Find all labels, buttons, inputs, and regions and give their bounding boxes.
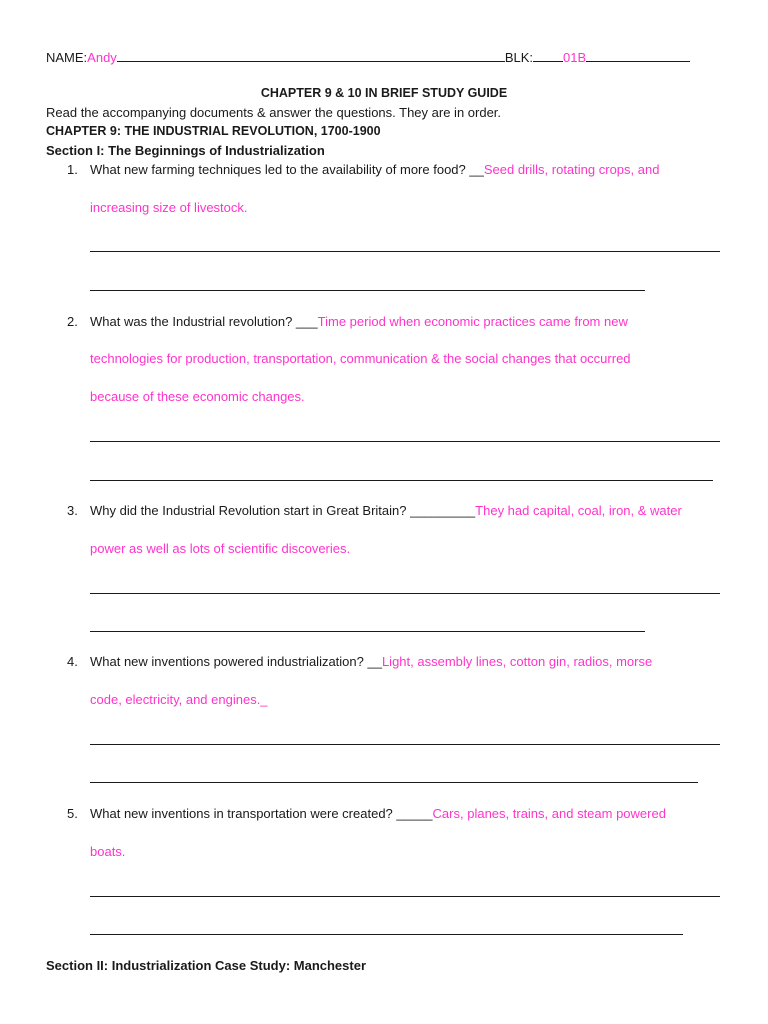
answer-text[interactable]: They had capital, coal, iron, & water bbox=[475, 503, 682, 518]
section-heading-2: Section II: Industrialization Case Study: Manchester bbox=[46, 958, 367, 973]
name-blk-row bbox=[46, 48, 690, 65]
answer-rule[interactable] bbox=[90, 896, 720, 897]
question-number: 3. bbox=[67, 503, 78, 518]
question-text: What new farming techniques led to the availability of more food? __ bbox=[90, 162, 484, 177]
question-number: 5. bbox=[67, 806, 78, 821]
section-heading-1: Section I: The Beginnings of Industrialization bbox=[46, 143, 325, 158]
answer-rule[interactable] bbox=[90, 441, 720, 442]
answer-rule[interactable] bbox=[90, 290, 645, 291]
blk-blank-left bbox=[533, 48, 563, 62]
blk-value[interactable]: 01B bbox=[563, 50, 587, 65]
question-text: Why did the Industrial Revolution start in Great Britain? _________ bbox=[90, 503, 476, 518]
answer-continuation[interactable]: power as well as lots of scientific discoveries. bbox=[90, 541, 351, 556]
question-number: 1. bbox=[67, 162, 78, 177]
page-title: CHAPTER 9 & 10 IN BRIEF STUDY GUIDE bbox=[260, 86, 508, 100]
answer-rule[interactable] bbox=[90, 251, 720, 252]
answer-text[interactable]: Seed drills, rotating crops, and bbox=[483, 162, 660, 177]
chapter-heading: CHAPTER 9: THE INDUSTRIAL REVOLUTION, 1700-1900 bbox=[46, 124, 381, 138]
name-label: NAME: bbox=[46, 50, 88, 65]
answer-text[interactable]: Light, assembly lines, cotton gin, radios, morse bbox=[381, 654, 653, 669]
question-number: 2. bbox=[67, 314, 78, 329]
answer-rule[interactable] bbox=[90, 480, 713, 481]
name-blank bbox=[117, 48, 505, 62]
question-line bbox=[90, 806, 666, 821]
answer-continuation[interactable]: code, electricity, and engines._ bbox=[90, 692, 268, 707]
answer-rule[interactable] bbox=[90, 631, 645, 632]
question-line bbox=[90, 503, 682, 518]
answer-rule[interactable] bbox=[90, 782, 698, 783]
answer-text[interactable]: Time period when economic practices came from new bbox=[317, 314, 628, 329]
blk-label: BLK: bbox=[504, 50, 533, 65]
question-line bbox=[90, 314, 628, 329]
answer-rule[interactable] bbox=[90, 744, 720, 745]
answer-continuation[interactable]: boats. bbox=[90, 844, 126, 859]
name-value[interactable]: Andy bbox=[87, 50, 117, 65]
answer-continuation[interactable]: increasing size of livestock. bbox=[90, 200, 248, 215]
question-text: What was the Industrial revolution? ___ bbox=[90, 314, 318, 329]
question-text: What new inventions in transportation were created? _____ bbox=[90, 806, 433, 821]
answer-text[interactable]: Cars, planes, trains, and steam powered bbox=[432, 806, 666, 821]
blk-blank-right bbox=[586, 48, 690, 62]
answer-rule[interactable] bbox=[90, 934, 683, 935]
answer-rule[interactable] bbox=[90, 593, 720, 594]
answer-continuation[interactable]: because of these economic changes. bbox=[90, 389, 305, 404]
question-number: 4. bbox=[67, 654, 78, 669]
question-text: What new inventions powered industrialization? __ bbox=[90, 654, 382, 669]
question-line bbox=[90, 654, 652, 669]
answer-continuation[interactable]: technologies for production, transportation, communication & the social changes that occurred bbox=[90, 351, 631, 366]
question-line bbox=[90, 162, 659, 177]
instructions: Read the accompanying documents & answer the questions. They are in order. bbox=[46, 105, 502, 120]
